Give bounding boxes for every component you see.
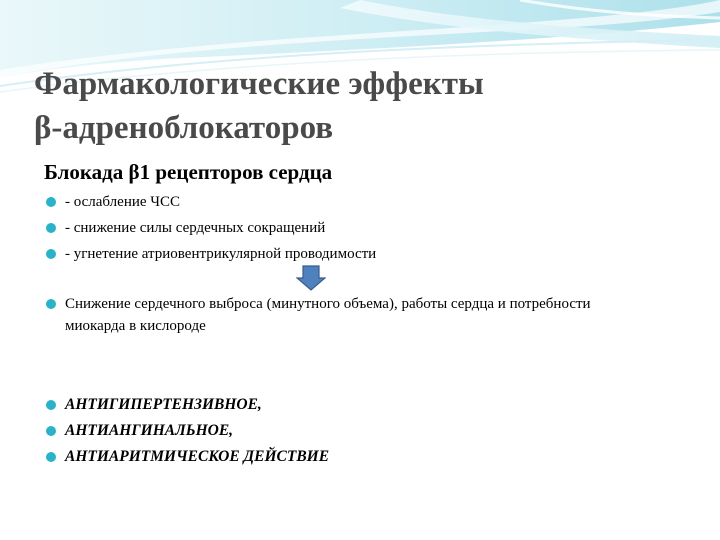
actions-list: [46, 392, 329, 470]
consequence-text: Снижение сердечного выброса (минутного объема), работы сердца и потребности миокарда в кислороде: [65, 296, 591, 334]
slide-title-line-2: β-адреноблокаторов: [34, 110, 334, 146]
bullet-icon: [46, 223, 56, 233]
list-item: [46, 444, 329, 470]
list-item: [46, 189, 376, 215]
bullet-icon: [46, 452, 56, 462]
action-antihypertensive: АНТИГИПЕРТЕНЗИВНОЕ,: [65, 396, 262, 413]
action-antiarrhythmic: АНТИАРИТМИЧЕСКОЕ ДЕЙСТВИЕ: [65, 448, 330, 465]
list-item: [46, 418, 329, 444]
bullet-icon: [46, 426, 56, 436]
bullet-icon: [46, 249, 56, 259]
list-item: [46, 241, 376, 267]
list-item: [46, 215, 376, 241]
consequence-list: [46, 293, 606, 337]
slide-title-line-1: Фармакологические эффекты: [34, 66, 484, 102]
down-arrow-icon: [296, 265, 326, 291]
list-item: [46, 392, 329, 418]
bullet-icon: [46, 299, 56, 309]
list-item: [46, 293, 606, 337]
list-item-text: - снижение силы сердечных сокращений: [65, 220, 326, 236]
slide-title: [34, 62, 684, 150]
section-subtitle: Блокада β1 рецепторов сердца: [44, 160, 333, 184]
list-item-text: - угнетение атриовентрикулярной проводимости: [65, 246, 377, 262]
bullet-icon: [46, 400, 56, 410]
action-antianginal: АНТИАНГИНАЛЬНОЕ,: [65, 422, 234, 439]
effects-list: [46, 189, 376, 267]
bullet-icon: [46, 197, 56, 207]
list-item-text: - ослабление ЧСС: [65, 194, 181, 210]
